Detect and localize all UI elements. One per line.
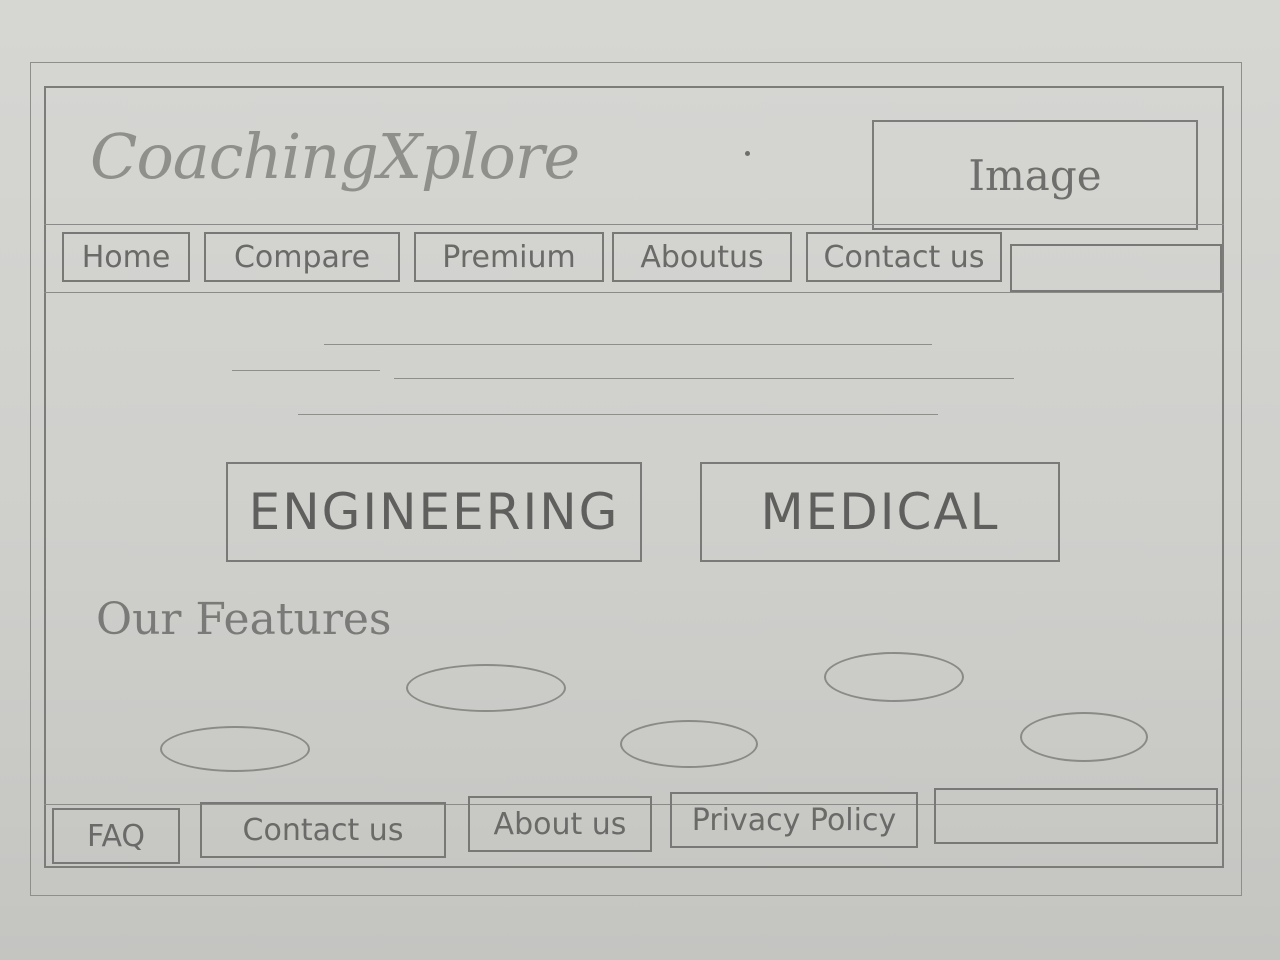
nav-item-premium[interactable]: Premium [414, 232, 604, 282]
engineering-button[interactable]: ENGINEERING [226, 462, 642, 562]
footer-item-privacy-policy[interactable]: Privacy Policy [670, 792, 918, 848]
features-title: Our Features [96, 594, 392, 645]
feature-item[interactable] [824, 652, 964, 702]
nav-empty-slot [1010, 244, 1222, 292]
placeholder-text-line [324, 344, 932, 345]
nav-divider-bottom [44, 292, 1224, 293]
nav-divider-top [44, 224, 1224, 225]
image-placeholder-label: Image [968, 150, 1102, 200]
placeholder-text-line [232, 370, 380, 371]
feature-item[interactable] [620, 720, 758, 768]
feature-item[interactable] [406, 664, 566, 712]
nav-item-contact-us[interactable]: Contact us [806, 232, 1002, 282]
footer-item-faq[interactable]: FAQ [52, 808, 180, 864]
feature-item[interactable] [1020, 712, 1148, 762]
nav-item-compare[interactable]: Compare [204, 232, 400, 282]
header-image-placeholder [872, 120, 1198, 230]
nav-item-aboutus[interactable]: Aboutus [612, 232, 792, 282]
footer-empty-slot [934, 788, 1218, 844]
medical-button[interactable]: MEDICAL [700, 462, 1060, 562]
placeholder-text-line [298, 414, 938, 415]
feature-item[interactable] [160, 726, 310, 772]
decorative-dot [745, 151, 750, 156]
placeholder-text-line [394, 378, 1014, 379]
footer-item-contact-us[interactable]: Contact us [200, 802, 446, 858]
site-logo[interactable]: CoachingXplore [90, 120, 580, 193]
footer-item-about-us[interactable]: About us [468, 796, 652, 852]
nav-item-home[interactable]: Home [62, 232, 190, 282]
